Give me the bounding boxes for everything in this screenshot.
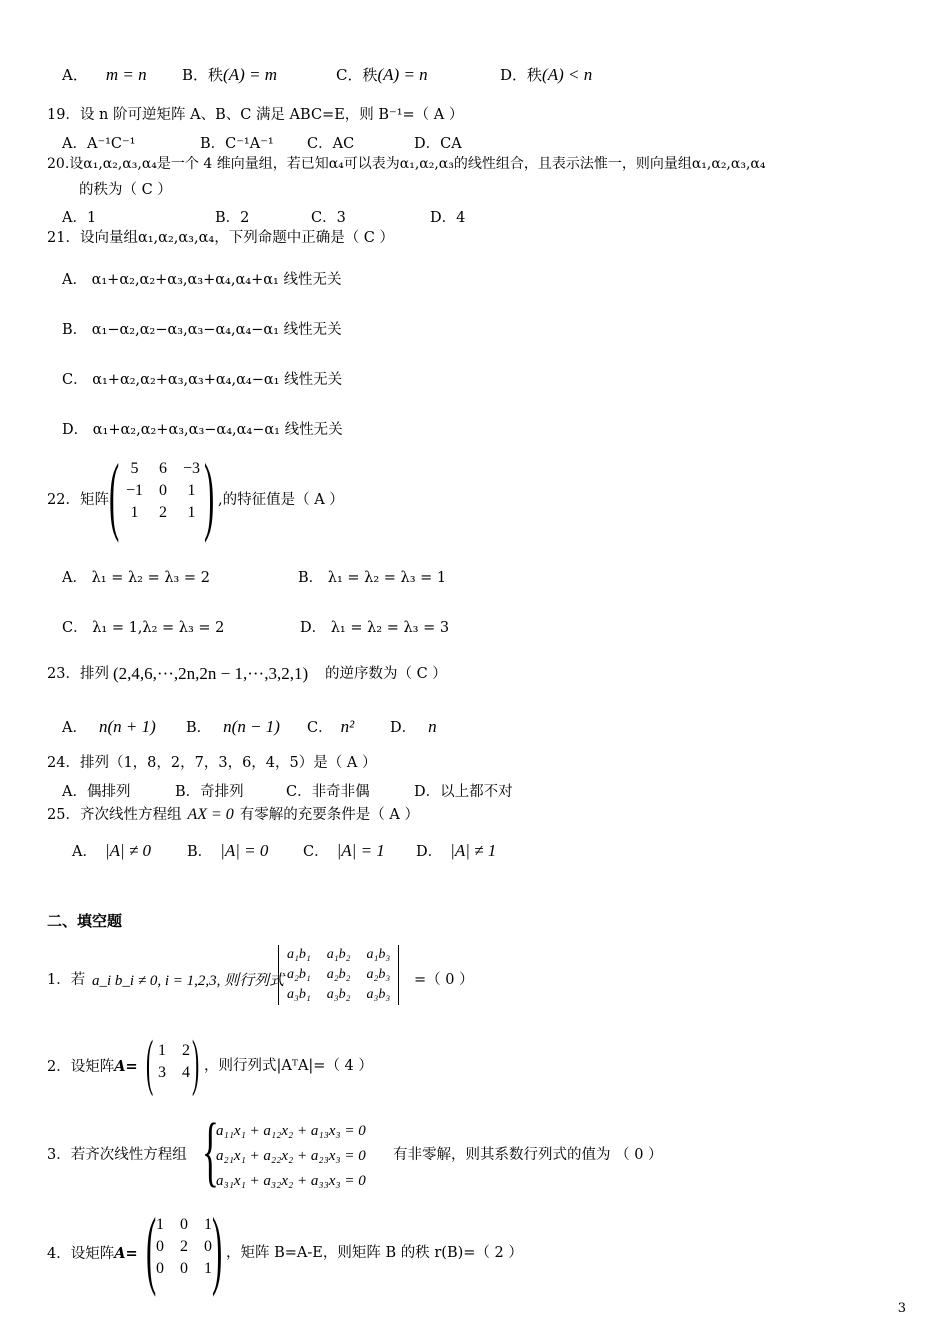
f2-prefix: 2．设矩阵A= (47, 1058, 138, 1075)
section-heading: 二、填空题 (47, 912, 123, 930)
f4-right-paren: ) (212, 1201, 223, 1298)
q25-option-a: A． |A| ≠ 0 (72, 841, 152, 860)
q22-option-c: C． λ₁ = 1,λ₂ = λ₃ = 2 (62, 620, 225, 636)
q22-prefix: 22．矩阵 (47, 492, 109, 508)
q18-option-b: B．秩(A) = m (182, 65, 277, 84)
q19-option-a: A．A⁻¹C⁻¹ (62, 136, 136, 152)
f3-equation-1: a₁₁x₁ + a₁₂x₂ + a₁₃x₃ = 0 (216, 1123, 366, 1139)
q19-stem: 19．设 n 阶可逆矩阵 A、B、C 满足 ABC=E，则 B⁻¹=（ A ） (47, 107, 464, 123)
q23-option-d: D． n (390, 717, 437, 736)
f4-suffix: ，矩阵 B=A-E，则矩阵 B 的秩 r(B)=（ 2 ） (226, 1245, 523, 1261)
f3-equation-3: a₃₁x₁ + a₃₂x₂ + a₃₃x₃ = 0 (216, 1173, 366, 1189)
f2-suffix: ，则行列式|AᵀA|=（ 4 ） (204, 1058, 373, 1074)
f3-suffix: 有非零解，则其系数行列式的值为 （ 0 ） (393, 1147, 663, 1163)
q20-option-c: C．3 (311, 210, 346, 226)
q22-option-d: D． λ₁ = λ₂ = λ₃ = 3 (300, 620, 450, 636)
f1-condition: a_i b_i ≠ 0, i = 1,2,3, 则行列式 (92, 973, 285, 989)
q22-right-paren: ) (204, 447, 215, 544)
q25-option-d: D． |A| ≠ 1 (416, 841, 497, 860)
q20-stem-2: 的秩为（ C ） (79, 182, 172, 198)
q23-option-b: B． n(n − 1) (186, 717, 280, 736)
f4-prefix: 4．设矩阵A= (47, 1245, 138, 1262)
f2-left-paren: ( (146, 1029, 154, 1097)
q22-left-paren: ( (109, 447, 120, 544)
q23-prefix: 23．排列 (47, 666, 109, 682)
q24-option-c: C．非奇非偶 (286, 784, 370, 800)
f2-right-paren: ) (192, 1029, 200, 1097)
f2-matrix: 1 2 3 4 (158, 1042, 190, 1081)
q18-option-a: A． m = n (62, 65, 147, 84)
q20-option-a: A．1 (62, 210, 97, 226)
q23-sequence: (2,4,6,···,2n,2n − 1,···,3,2,1) (113, 664, 309, 683)
q21-option-c: C． α₁+α₂,α₂+α₃,α₃+α₄,α₄−α₁ 线性无关 (62, 372, 343, 388)
q19-option-c: C．AC (307, 136, 355, 152)
q18-option-c: C．秩(A) = n (336, 65, 428, 84)
q22-matrix: 5 6 −3 −1 0 1 1 2 1 (126, 460, 201, 521)
q20-option-b: B．2 (215, 210, 250, 226)
q19-option-d: D．CA (414, 136, 462, 152)
q22-suffix: ,的特征值是（ A ） (218, 492, 344, 508)
q20-option-d: D．4 (430, 210, 466, 226)
q25-prefix: 25．齐次线性方程组 AX = 0 有零解的充要条件是（ A ） (47, 806, 419, 823)
q24-stem: 24．排列（1，8，2，7，3，6，4，5）是（ A ） (47, 755, 377, 771)
q18-option-d: D．秩(A) < n (500, 65, 593, 84)
q24-option-d: D．以上都不对 (414, 784, 513, 800)
q23-option-a: A． n(n + 1) (62, 717, 156, 736)
q21-option-d: D． α₁+α₂,α₂+α₃,α₃−α₄,α₄−α₁ 线性无关 (62, 422, 343, 438)
q21-stem: 21．设向量组α₁,α₂,α₃,α₄，下列命题中正确是（ C ） (47, 230, 395, 246)
q21-option-b: B． α₁−α₂,α₂−α₃,α₃−α₄,α₄−α₁ 线性无关 (62, 322, 342, 338)
f1-determinant: a₁b₁ a₁b₂ a₁b₃ a₂b₁ a₂b₂ a₂b₃ a₃b₁ a₃b₂ a₃b₃ (278, 945, 399, 1005)
f3-equation-2: a₂₁x₁ + a₂₂x₂ + a₂₃x₃ = 0 (216, 1148, 366, 1164)
q19-option-b: B．C⁻¹A⁻¹ (200, 136, 274, 152)
page-number: 3 (897, 1301, 906, 1316)
f3-brace: { (202, 1107, 219, 1194)
q23-suffix: 的逆序数为（ C ） (325, 666, 447, 682)
q22-option-b: B． λ₁ = λ₂ = λ₃ = 1 (298, 570, 447, 586)
q25-option-c: C． |A| = 1 (303, 841, 385, 860)
q25-option-b: B． |A| = 0 (187, 841, 269, 860)
f3-prefix: 3．若齐次线性方程组 (47, 1147, 187, 1163)
q24-option-a: A．偶排列 (62, 784, 131, 800)
f1-prefix: 1．若 (47, 972, 86, 988)
q21-option-a: A． α₁+α₂,α₂+α₃,α₃+α₄,α₄+α₁ 线性无关 (62, 272, 342, 288)
q24-option-b: B．奇排列 (175, 784, 244, 800)
q23-option-c: C． n² (307, 717, 355, 736)
f1-suffix: =（ 0 ） (414, 972, 474, 988)
f4-matrix: 1 0 1 0 2 0 0 0 1 (156, 1216, 212, 1277)
q22-option-a: A． λ₁ = λ₂ = λ₃ = 2 (62, 570, 210, 586)
f4-left-paren: ( (146, 1201, 157, 1298)
q20-stem: 20.设α₁,α₂,α₃,α₄是一个 4 维向量组，若已知α₄可以表为α₁,α₂,α₃的线性组合，且表示法惟一，则向量组α₁,α₂,α₃,α₄ (47, 156, 766, 172)
